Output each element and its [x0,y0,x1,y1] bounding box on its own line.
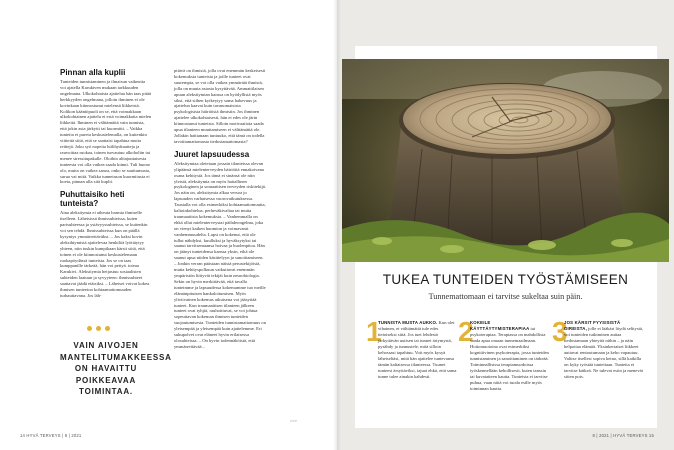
dot-icon [105,326,110,331]
tip-body: jolle ei lääkäri löydä selitystä, voi tunteiden tutkiminen auttaa tiedostamaan yhteyttä niihin – ja näin helpottaa elämää. Yksinkertaiset liikkeet auttavat rentoutumaan ja keho vapautuu. Valitse itsellesi sopiva keino, sillä kaikilla on kyky työstää tunteitaan. Tunteita ei tarvitse kätkeä. Ne tulevat esiin ja menevät sitten pois. [564,326,644,379]
dot-icon [87,326,92,331]
pull-quote-line: VAIN AIVOJEN [73,341,139,350]
body-text: pitävä on ihmisiä, jolla ovat enemmän keskeisesti kokemuksia tunteista ja joille tunteet ovat suurempia, se voi olla vaikea ymmärtää ihmistä, jolla on muuta asiasta kysyttävää. Ammattilaisen apuun aleksitymian kanssa on hyödyllistä myös siksi, että siihen kytkeytyy sama hakevuus ja ajattelun kaavat kuin tavanomaisista psykologisista häiriöistä ihmisiin. Jos ihminen ajattelee ulkokohtaisesti, hän ei edes ole järin kiinnostunut tunteista. Silloin motivaatiota saada apua tilanteen muuttamiseen ei välttämättä ole. Jollakin haittanaan tuntuuko, että tämä on todella tavoittamattomasta tiedostamattomasta? [174,68,266,144]
section-heading: Pinnan alla kuplii [60,68,126,77]
tip-heading: TUNNISTA MUSTA AUKKO. [378,320,438,325]
box-subtitle: Tunnemattomaan ei tarvitse sukeltaa suin päin. [428,292,583,301]
tip-number: 3 [552,316,568,347]
tree-stump-image [342,59,669,262]
tree-stump-photo [342,59,669,262]
tip-text [378,320,458,380]
dot-icon [96,326,101,331]
tip-heading: KOKEILE KÄYTTÄYTYMISTERAPIAA [470,320,530,331]
pull-quote [60,340,172,398]
tip-heading: JOS KÄRSIT FYYSISISTÄ OIREISTA, [564,320,621,331]
section-heading: Puhuttaisiko heti tunteista? [60,190,125,209]
page-footer-right: 8 | 2021 | HYVÄ TERVEYS 15 [592,433,654,438]
pull-quote-line: TOIMINTAA. [79,387,133,396]
body-text: Tunteiden tunnistaminen ja ilmaisun vaikeutta voi ajatella Karukiven mukaan tarkkuuden ongelmana. Ulkokohtaista ajattelua hän taas pitää herkkyyden ongelmana, jolloin ihminen ei ole kovinkaan kiinnostunut mielensä liikkeistä. Kolikon kääntöpuoli on se, että voimakkaan ulkokohtainen ajattelu ei estä voimakkaita mielen liikkeitä. Ihminen ei välttämättä vain tunnista, että jokin asia järkytti tai kuormitti. – Vaikka tunteita ei pureta keskustelemalla, on kuitenkin viitteitä siitä, että se saattaisi tapahtua muita reittejä. Joku syö nopeita hiilihydraatteja ja rauvoittaa ruokaa, toinen turvautuu alkoholiin tai menee stressitupakalle. Oloihin alitajuntaisesta tunteesta voi olla vaikea saada kiinni. Tuli huono olo, muttа on vaikea sanoa, onko se suuttumusta, surua vai mitä. Vaikka tunnetason kuormitusta ei koeta, pinnan alla sitä kuplii. [60,79,152,185]
tip-text [470,320,550,392]
page-footer-left: 14 HYVÄ TERVEYS | 8 | 2021 [20,433,82,438]
tip-number: 1 [366,316,382,347]
body-text: Aina aleksitymia ei aiheuta harmia ihmiselle itselleen. Läheisissä ihmissuhteissa, kuten parisuhteessa ja ystävyyssuhteissa, se kuitenkin voi sen tehdä. Ihmissuhteissa kun on päällä kysyntys ymmärrettäväksi. – Jos kaksi kovin aleksihtymistä ajattelevaa henkilöä lyöttäytyy yhteen, niin tuskin kumpikaan kärsii siitä, että toinen ei ole kiinnostunut keskustelemaan ruokapöydässä tunteista. Jos se on taas kumppanille tärkeää, hän voi pettyä. toteaa Karukivi. Aleksitymia heijastuu sosiaalisten suhteiden laatuun ja syvyyteen: ihmissuhteet saattavat jäädä etäisiksi. – Läheiset voivat kokea ihmisen tunteeton kohtaamattomuuden turhauttavana. Jos läh- [60,210,150,298]
continue-mark: >>> [290,418,298,423]
tip-body: Kun olet vihainen, et välttämättä tule edes tietoiseksi siitä. Jos tuet lehdestä järkyttävän uutisen tai tunnet ärtymystä, pysähdy ja tunnustele, mitä silloin kehossasi tapahtuu. Voit myös kysyä läheiseltäsi, mitä hän ajattelee tuntevansa tämän kaltaisessa tilanteessa. Tuunet tunteesi ärsyttäviksi, tajuat ehkä, että sama tunne tulee ainakin kahdesti. [378,320,457,379]
tip-body: tai psykoterapiaa. Terapiassa on mahdollista saada apua omaan tunnemaailmaan. Hoitomuotoina ovat esimerkiksi kognitiivinen psykoterapia, jossa tunteiden tunnistaminen ja sanoittaminen on tärkeää. Toiminnallisissa terapiamuodoissa työskennellään kehollisesti, kuten tanssin tai kuvataiteen kautta. Tunteista ei tarvitse puhua, vaan niitä voi tuoda esille myös toiminnan kautta. [470,326,549,391]
section-heading: Juuret lapsuudessa [174,149,250,159]
text-column-1 [60,68,152,299]
box-title: TUKEA TUNTEIDEN TYÖSTÄMISEEN [382,272,629,287]
pull-quote-line: MANTELITUMAKKEESSA [60,352,172,362]
text-column-2 [174,68,266,350]
body-text: Aleksitymiaa oletetaan jossain tilanteissa olevan ylipäänsä mielenterveyden häiriöitä ennakoivana osana kehitystä. Jos tämä ei sinänsä ole niin yleistä, aleksitymia on myös haitallinen psykologinen ja somaattisen terveyden riskitekijä. Jos näin on, aleksitymia alkaa versoa jo lapsuuden varhaisessa vuorovaikutuksessa. Taustalla voi olla esimerkiksi kohtaamattomuutta, kaltoinkohtelua, perheväkivaltaa tai muita traumaattisia kokemuksia. – Vanhemmalla on ehkä ollut mielenterveystai päihdeongelma, joka on vienyt kaiken huomion ja voimavarat vanhemmuudelta. Lapsi on kokenut, että ole tullut nähdyksi, kuulluksi ja hyväksytyksi tai saanut tarvitsemaansa hoivaa ja huolenpitoa. Hän on jäänyt tunteidensa kanssa yksin, eikä ole saanut apua niiden käsittelyyn ja sanoittamiseen. – Jonkin verran päästaan näistä perustekijöistä, mutta kehityspolkuun vaikuttavat enemmän ympäristön liittyvät tekijät kuin neurobiologia. Sekin on hyvin merkittävää, että tavalla tunteimme ja lapsuudessa kokemamme tuo meille elämänpituisen hankaloitumisen. Myös yliviivainen kokemus aikuisena voi jääsyttää tunteet. Kun traumaattisen tilanteen jälkeen tunteet ovat tyhjiä, rauhoittuvat, se voi johtua sopeuttavan kokeman ihmisen tunteiden suojautumisesta. Tunteiden tunnistamattomuus on yleisempää ja yleisempää kuin ajattelemme. Eri sukupolvet ovat eläneet hyvin erilaisessa olosuhteissa. – On hyvin todennäköistä, että ymmärrettävää... [174,160,266,349]
pull-quote-line: POIKKEAVAA [75,375,137,385]
ornament-dots [87,326,110,331]
pull-quote-line: ON HAVAITTU [74,364,138,373]
page-gutter [333,0,341,450]
tip-number: 2 [458,316,474,347]
tip-text [564,320,644,380]
